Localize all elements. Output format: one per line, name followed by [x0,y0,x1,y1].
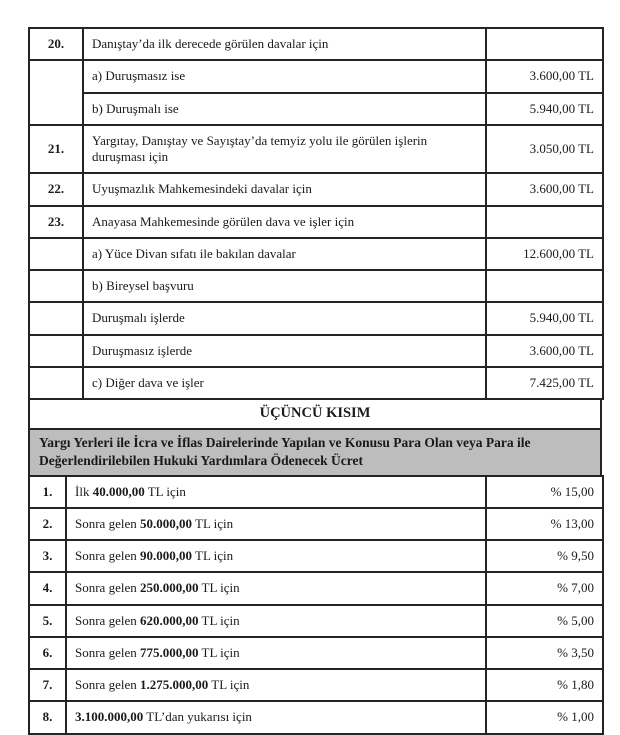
table-row [29,335,603,367]
description-amount-bold: 3.100.000,00 [75,709,144,725]
row-description-cell [66,637,486,669]
table-row [29,508,603,540]
row-description-cell: Anayasa Mahkemesinde görülen dava ve işler için [83,206,486,238]
description-amount-bold: 250.000,00 [139,580,199,596]
description-amount-bold: 90.000,00 [139,548,192,564]
table-row [29,572,603,604]
description-suffix: TL için [191,548,234,564]
table-row [29,669,603,701]
table-row [29,367,603,399]
table-row [29,28,603,60]
row-description-cell: a) Yüce Divan sıfatı ile bakılan davalar [83,238,486,270]
description-prefix: Sonra gelen [75,515,140,531]
row-description-cell: b) Bireysel başvuru [83,270,486,302]
row-number-cell: 22. [29,173,83,205]
description-prefix: Sonra gelen [75,677,140,693]
description-amount-bold: 775.000,00 [139,644,199,660]
court-fee-table-body [29,28,603,399]
row-amount-cell [486,28,603,60]
description-suffix: TL’dan yukarısı için [143,709,252,725]
row-amount-cell: 3.600,00 TL [486,335,603,367]
row-description-cell: b) Duruşmalı ise [83,93,486,125]
row-number-cell: 1. [29,476,66,508]
percentage-fee-table-body [29,476,603,734]
section-title: ÜÇÜNCÜ KISIM [28,398,602,430]
description-amount-bold: 50.000,00 [139,515,192,531]
row-description-cell [66,540,486,572]
table-row [29,93,603,125]
table-row [29,60,603,92]
row-number-cell: 5. [29,605,66,637]
row-number-cell [29,335,83,367]
table-row [29,206,603,238]
row-description-cell: Duruşmasız işlerde [83,335,486,367]
description-amount-bold: 1.275.000,00 [139,677,209,693]
row-description-cell: Danıştay’da ilk derecede görülen davalar için [83,28,486,60]
row-description-cell [66,572,486,604]
row-number-cell [29,302,83,334]
row-rate-cell: % 5,00 [486,605,603,637]
section-subtitle: Yargı Yerleri ile İcra ve İflas Dairelerinde Yapılan ve Konusu Para Olan veya Para ile Değerlendirilebilen Hukuki Yardımlara Ödenecek Ücret [28,428,602,477]
row-description-cell [66,701,486,733]
description-amount-bold: 620.000,00 [139,612,199,628]
table-row [29,605,603,637]
description-amount-bold: 40.000,00 [92,483,145,499]
description-suffix: TL için [208,677,250,693]
description-prefix: İlk [75,483,93,499]
description-prefix: Sonra gelen [75,580,140,596]
table-row [29,637,603,669]
row-description-cell [66,476,486,508]
row-description-cell: Duruşmalı işlerde [83,302,486,334]
row-number-cell [29,238,83,270]
row-rate-cell: % 7,00 [486,572,603,604]
fee-schedule-document [28,27,602,735]
row-description-cell: Yargıtay, Danıştay ve Sayıştay’da temyiz yolu ile görülen işlerin duruşması için [83,125,486,174]
table-row [29,270,603,302]
row-description-cell: Uyuşmazlık Mahkemesindeki davalar için [83,173,486,205]
percentage-fee-table [28,475,604,735]
row-number-cell: 6. [29,637,66,669]
row-amount-cell: 5.940,00 TL [486,302,603,334]
row-rate-cell: % 3,50 [486,637,603,669]
row-number-cell: 2. [29,508,66,540]
row-rate-cell: % 1,00 [486,701,603,733]
court-fee-table [28,27,604,400]
row-rate-cell: % 15,00 [486,476,603,508]
description-prefix: Sonra gelen [75,644,140,660]
row-number-cell: 23. [29,206,83,238]
row-amount-cell [486,206,603,238]
row-number-cell: 4. [29,572,66,604]
row-number-cell [29,367,83,399]
row-description-cell [66,605,486,637]
description-suffix: TL için [144,483,186,499]
table-row [29,302,603,334]
description-suffix: TL için [198,644,240,660]
description-suffix: TL için [198,612,240,628]
row-description-cell [66,508,486,540]
row-number-cell: 8. [29,701,66,733]
table-row [29,238,603,270]
row-description-cell: c) Diğer dava ve işler [83,367,486,399]
row-number-cell: 21. [29,125,83,174]
description-prefix: Sonra gelen [75,612,140,628]
table-row [29,540,603,572]
row-number-cell: 20. [29,28,83,60]
row-amount-cell: 3.600,00 TL [486,173,603,205]
row-description-cell [66,669,486,701]
row-number-cell [29,60,83,125]
row-rate-cell: % 9,50 [486,540,603,572]
table-row [29,476,603,508]
row-description-cell: a) Duruşmasız ise [83,60,486,92]
row-amount-cell: 5.940,00 TL [486,93,603,125]
table-row [29,173,603,205]
row-amount-cell: 12.600,00 TL [486,238,603,270]
row-number-cell: 3. [29,540,66,572]
description-prefix: Sonra gelen [75,548,140,564]
row-number-cell: 7. [29,669,66,701]
description-suffix: TL için [198,580,240,596]
description-suffix: TL için [191,515,234,531]
table-row [29,125,603,174]
row-rate-cell: % 1,80 [486,669,603,701]
table-row [29,701,603,733]
row-number-cell [29,270,83,302]
row-rate-cell: % 13,00 [486,508,603,540]
row-amount-cell: 3.050,00 TL [486,125,603,174]
row-amount-cell: 3.600,00 TL [486,60,603,92]
row-amount-cell [486,270,603,302]
row-amount-cell: 7.425,00 TL [486,367,603,399]
